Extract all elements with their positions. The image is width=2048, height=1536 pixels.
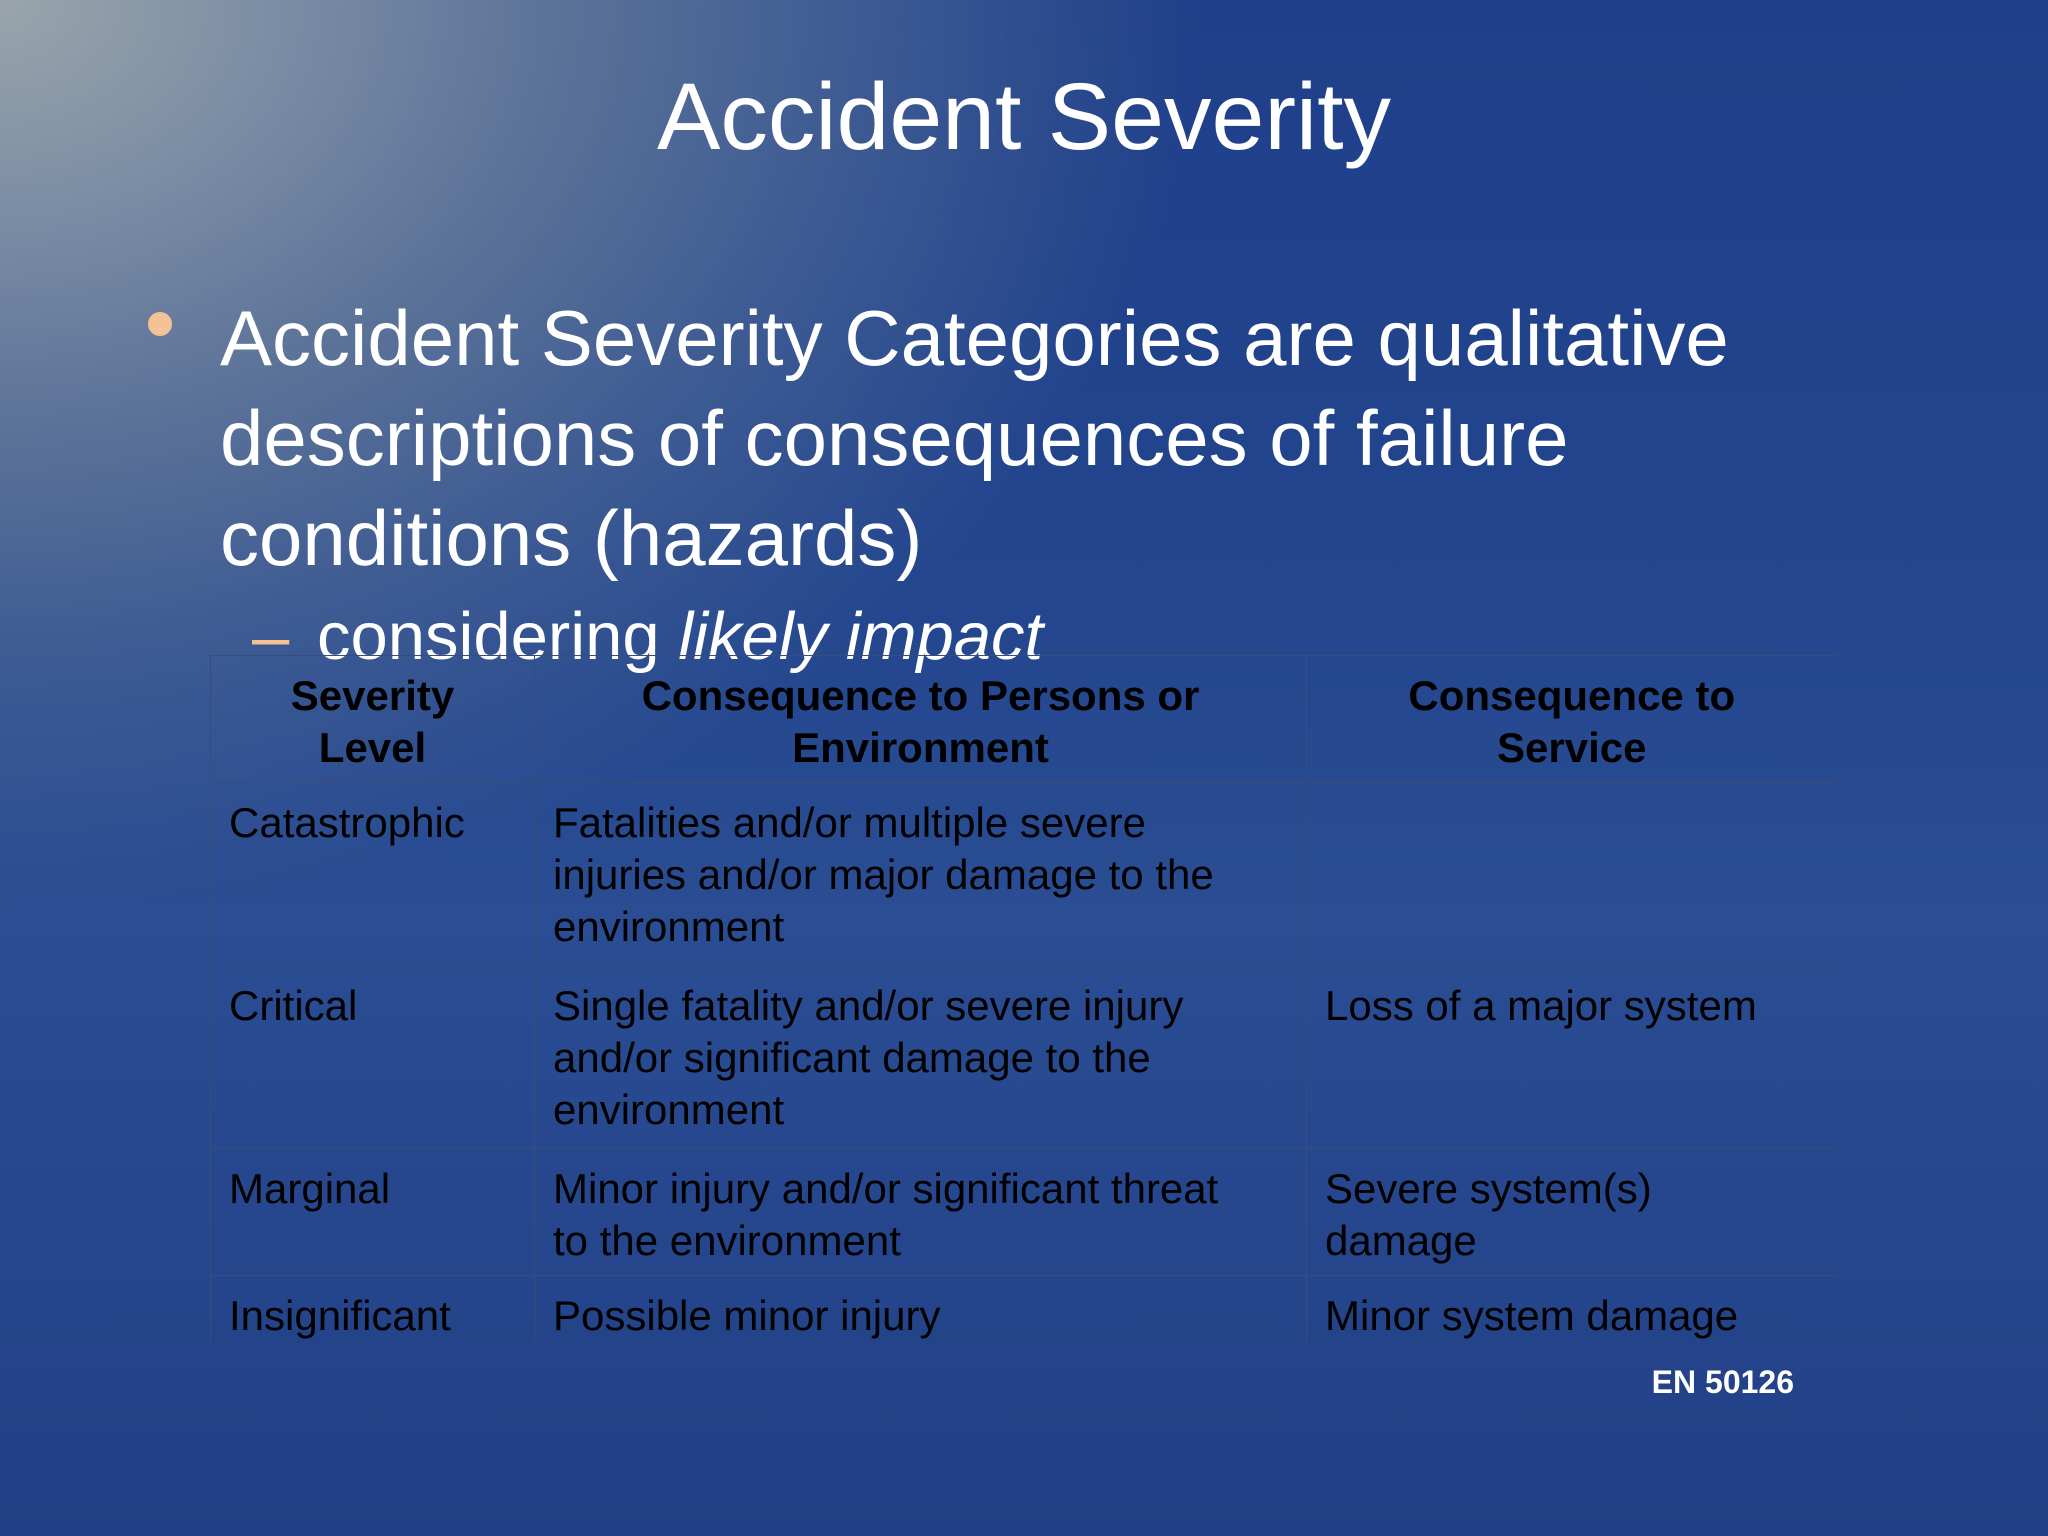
slide-title: Accident Severity <box>657 64 1391 170</box>
header-label: Consequence to Persons or Environment <box>641 672 1200 771</box>
table-row <box>211 1149 1837 1276</box>
table-cell <box>535 966 1307 1149</box>
severity-level: Critical <box>229 982 358 1029</box>
table-cell <box>535 1276 1307 1343</box>
severity-level: Marginal <box>229 1165 391 1212</box>
table-cell <box>211 783 535 966</box>
consequence-persons: Possible minor injury <box>553 1292 941 1339</box>
consequence-service: Loss of a major system <box>1325 982 1757 1029</box>
table-cell <box>535 783 1307 966</box>
table-header-row <box>211 656 1837 783</box>
table-cell <box>211 966 535 1149</box>
severity-table <box>210 655 1837 1342</box>
header-consequence-persons <box>535 656 1307 783</box>
table-cell <box>1307 1149 1837 1276</box>
consequence-service: Severe system(s) damage <box>1325 1165 1652 1264</box>
header-consequence-service <box>1307 656 1837 783</box>
sub-bullet-dash-icon: – <box>252 599 290 674</box>
consequence-persons: Single fatality and/or severe injury and/or significant damage to the environment <box>553 982 1184 1133</box>
consequence-persons: Fatalities and/or multiple severe injuries and/or major damage to the environment <box>553 799 1214 950</box>
table-cell <box>211 1149 535 1276</box>
header-label: Severity Level <box>290 672 455 771</box>
severity-level: Catastrophic <box>229 799 465 846</box>
table-row <box>211 1276 1837 1343</box>
table-cell <box>1307 783 1837 966</box>
header-label: Consequence to Service <box>1408 672 1736 771</box>
table-cell <box>211 1276 535 1343</box>
table-cell <box>1307 1276 1837 1343</box>
severity-level: Insignificant <box>229 1292 451 1339</box>
table-row <box>211 783 1837 966</box>
source-citation: EN 50126 <box>1651 1364 1794 1400</box>
table-cell <box>1307 966 1837 1149</box>
sub-bullet-text: considering <box>317 599 679 674</box>
consequence-service: Minor system damage <box>1325 1292 1739 1339</box>
consequence-persons: Minor injury and/or significant threat to the environment <box>553 1165 1219 1264</box>
header-severity-level <box>211 656 535 783</box>
bullet-dot-icon <box>148 312 172 336</box>
bullet-text: Accident Severity Categories are qualitative descriptions of consequences of failure conditions (hazards) <box>220 294 1729 582</box>
table-cell <box>535 1149 1307 1276</box>
table-row <box>211 966 1837 1149</box>
sub-bullet-emphasis: likely impact <box>678 599 1044 674</box>
